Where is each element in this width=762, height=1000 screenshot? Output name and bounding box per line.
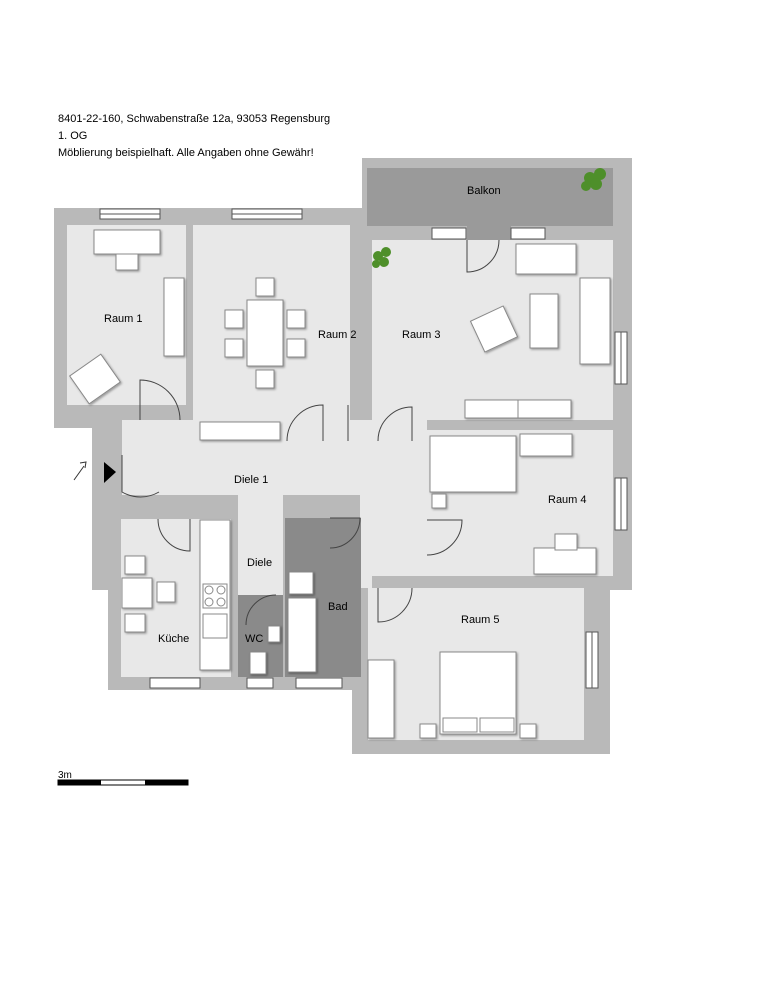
dining-chair [225, 310, 243, 328]
balkon-step [467, 226, 511, 240]
label-diele1: Diele 1 [234, 474, 269, 486]
entrance-pointer-icon [74, 462, 86, 480]
bathtub [288, 598, 316, 672]
nightstand-raum4 [432, 494, 446, 508]
pillow [443, 718, 477, 732]
diele-floor [238, 495, 283, 595]
kitchen-table [122, 578, 152, 608]
flur-right-floor [360, 576, 372, 588]
label-bad: Bad [328, 601, 348, 613]
coffee-table [530, 294, 558, 348]
label-raum3: Raum 3 [402, 329, 441, 341]
stove [203, 584, 227, 608]
scale-label: 3m [58, 770, 72, 781]
window-wc [247, 678, 273, 688]
label-raum5: Raum 5 [461, 614, 500, 626]
window-balkon-left [432, 228, 466, 239]
dining-chair [256, 278, 274, 296]
chair-raum4 [555, 534, 577, 550]
washbasin [289, 572, 313, 594]
dining-table [247, 300, 283, 366]
toilet [250, 652, 266, 674]
desk-raum1 [94, 230, 160, 254]
label-wc: WC [245, 633, 264, 645]
wardrobe-raum1 [164, 278, 184, 356]
wardrobe-raum5 [368, 660, 394, 738]
pillow [480, 718, 514, 732]
label-kueche: Küche [158, 633, 190, 645]
kitchen-chair [125, 556, 145, 574]
kitchen-chair [125, 614, 145, 632]
balkon-floor [367, 168, 613, 226]
window-bad [296, 678, 342, 688]
kitchen-chair [157, 582, 175, 602]
label-raum4: Raum 4 [548, 494, 587, 506]
floor-line: 1. OG [58, 130, 88, 142]
dining-chair [225, 339, 243, 357]
sofa-raum3 [516, 244, 576, 274]
label-balkon: Balkon [467, 185, 501, 197]
wardrobe-raum4 [520, 434, 572, 456]
nightstand-raum5 [520, 724, 536, 738]
label-raum1: Raum 1 [104, 313, 143, 325]
chair-raum1 [116, 254, 138, 270]
sofa-raum3-side [580, 278, 610, 364]
bed-raum4 [430, 436, 516, 492]
dining-chair [287, 310, 305, 328]
address-line: 8401-22-160, Schwabenstraße 12a, 93053 Regensburg [58, 113, 331, 125]
wc-basin [268, 626, 280, 642]
label-diele: Diele [247, 557, 273, 569]
desk-raum4 [534, 548, 596, 574]
dining-chair [256, 370, 274, 388]
label-raum2: Raum 2 [318, 329, 357, 341]
sideboard-raum2 [200, 422, 280, 440]
scale-bar [58, 780, 188, 785]
window-balkon-right [511, 228, 545, 239]
window-kueche [150, 678, 200, 688]
sink [203, 614, 227, 638]
dining-chair [287, 339, 305, 357]
diele1-floor-right [360, 420, 427, 576]
disclaimer-line: Möblierung beispielhaft. Alle Angaben ohne Gewähr! [58, 147, 314, 159]
nightstand-raum5 [420, 724, 436, 738]
